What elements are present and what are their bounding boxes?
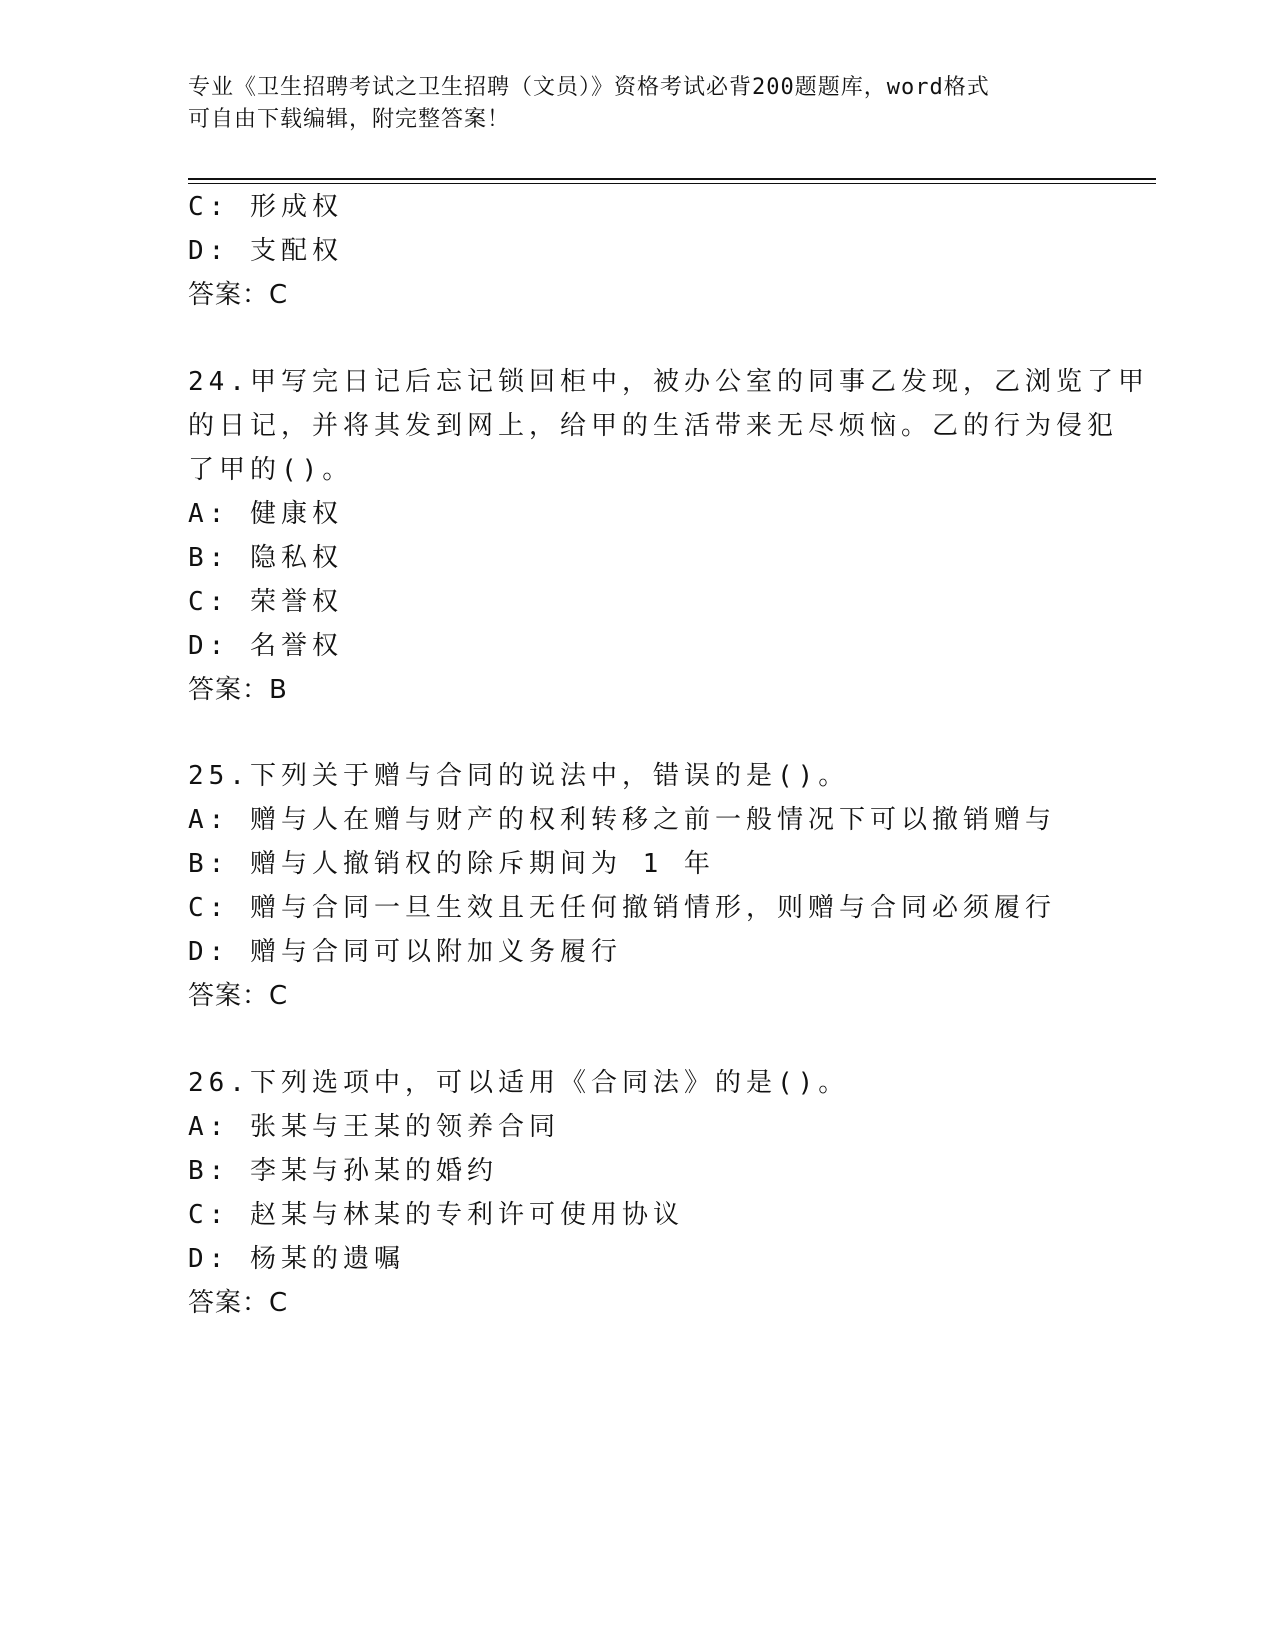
q24-stem-line-1: 24.甲写完日记后忘记锁回柜中，被办公室的同事乙发现，乙浏览了甲 [188,367,1149,397]
header-divider-thick [188,178,1156,180]
q26-option-d: D: 杨某的遗嘱 [188,1244,405,1274]
q23-option-c: C: 形成权 [188,192,343,222]
q26-option-a: A: 张某与王某的领养合同 [188,1112,560,1142]
q26-option-b: B: 李某与孙某的婚约 [188,1156,498,1186]
q26-option-c: C: 赵某与林某的专利许可使用协议 [188,1200,684,1230]
q24-stem-line-2: 的日记，并将其发到网上，给甲的生活带来无尽烦恼。乙的行为侵犯 [188,411,1119,441]
q24-answer: 答案：B [188,675,288,705]
header-line-2: 可自由下载编辑，附完整答案！ [188,107,511,132]
q24-stem-line-3: 了甲的()。 [188,455,354,485]
q25-answer: 答案：C [188,981,289,1011]
q23-option-d: D: 支配权 [188,236,343,266]
q26-stem: 26.下列选项中，可以适用《合同法》的是()。 [188,1068,850,1098]
q25-option-b: B: 赠与人撤销权的除斥期间为 1 年 [188,849,715,879]
q25-option-a: A: 赠与人在赠与财产的权利转移之前一般情况下可以撤销赠与 [188,805,1056,835]
q24-option-d: D: 名誉权 [188,631,343,661]
q26-answer: 答案：C [188,1288,289,1318]
header-line-1: 专业《卫生招聘考试之卫生招聘（文员）》资格考试必背200题题库，word格式 [188,75,990,100]
q24-option-a: A: 健康权 [188,499,343,529]
q25-option-d: D: 赠与合同可以附加义务履行 [188,937,622,967]
q24-option-c: C: 荣誉权 [188,587,343,617]
q24-option-b: B: 隐私权 [188,543,343,573]
q25-stem: 25.下列关于赠与合同的说法中，错误的是()。 [188,761,850,791]
document-header [188,72,1088,136]
q23-answer: 答案：C [188,280,289,310]
q25-option-c: C: 赠与合同一旦生效且无任何撤销情形，则赠与合同必须履行 [188,893,1056,923]
